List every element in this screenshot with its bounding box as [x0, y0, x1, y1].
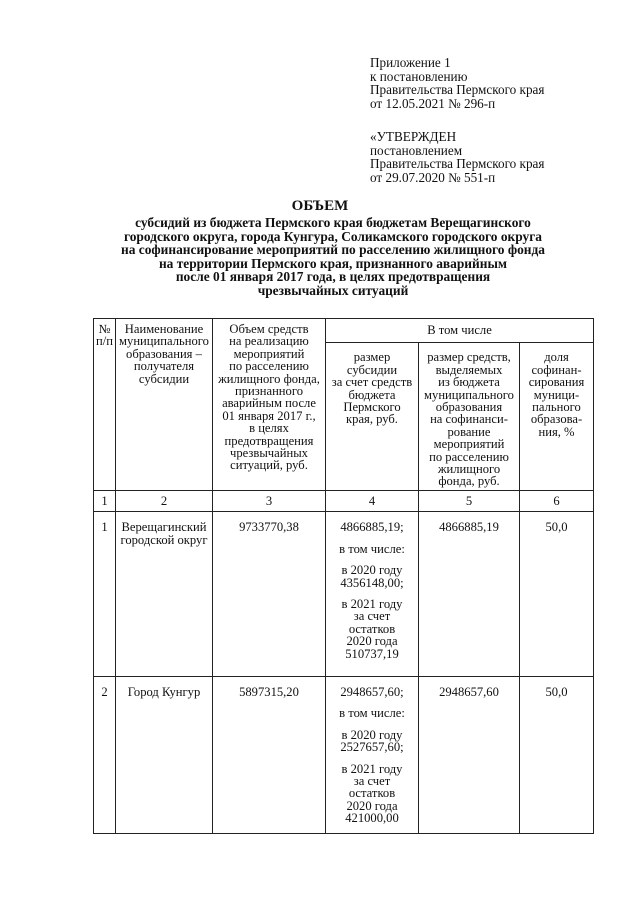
approved-line: «УТВЕРЖДЕН: [370, 129, 457, 144]
text-line: городской округ: [120, 532, 208, 547]
text-line: 2948657,60;: [340, 684, 404, 699]
text-line: по расселению: [429, 449, 509, 464]
text-line: рование: [447, 424, 491, 439]
subsidy-table: [93, 318, 594, 834]
text-line: 4356148,00;: [340, 575, 404, 590]
text-line: софинан-: [531, 362, 582, 377]
row-subsidy: [326, 676, 419, 833]
text-line: Наименование: [124, 322, 204, 336]
text-line: муниципального: [119, 334, 209, 349]
text-line: пального: [532, 400, 581, 415]
subsidy-part: [327, 521, 417, 533]
subsidy-part: [327, 598, 417, 660]
text-line: жилищного фонда,: [218, 371, 320, 386]
row-municipality: [116, 676, 213, 833]
text-line: выделяемых: [435, 362, 503, 377]
text-line: доля: [544, 350, 569, 365]
text-line: 2020 года: [346, 634, 398, 649]
column-number: 5: [419, 490, 520, 511]
row-num: 1: [94, 512, 116, 677]
appendix-line: от 12.05.2021 № 296-п: [370, 95, 496, 111]
text-line: в 2020 году: [341, 563, 403, 578]
subtitle-line: после 01 января 2017 года, в целях предотвращения: [175, 269, 491, 285]
column-number-row: [94, 490, 594, 511]
text-line: на реализацию: [229, 334, 309, 349]
header-total: [213, 319, 326, 491]
text-line: аварийным после: [222, 396, 316, 411]
text-line: жилищного: [437, 462, 501, 477]
text-line: в целях: [249, 421, 289, 436]
text-line: №: [98, 322, 111, 336]
row-subsidy: [326, 512, 419, 677]
text-line: размер: [353, 350, 391, 365]
subsidy-part: [327, 564, 417, 589]
text-line: ния, %: [538, 424, 575, 439]
text-line: сирования: [528, 375, 585, 390]
document-subtitle: [0, 216, 640, 298]
column-number: 3: [213, 490, 326, 511]
text-line: субсидии: [138, 371, 190, 386]
text-line: 4866885,19;: [340, 520, 404, 535]
text-line: 2527657,60;: [340, 740, 404, 755]
row-total: 5897315,20: [213, 676, 326, 833]
text-line: субсидии: [346, 362, 398, 377]
text-line: из бюджета: [438, 375, 500, 390]
text-line: п/п: [96, 334, 113, 349]
text-line: за счет: [353, 773, 391, 788]
approved-line: от 29.07.2020 № 551-п: [370, 169, 496, 185]
subtitle-line: на софинансирование мероприятий по расселению жилищного фонда: [121, 242, 545, 258]
text-line: 510737,19: [345, 646, 399, 661]
subsidy-part: [327, 729, 417, 754]
text-line: муници-: [533, 387, 580, 402]
text-line: ситуаций, руб.: [230, 458, 308, 473]
text-line: размер средств,: [427, 350, 511, 365]
column-number: 1: [94, 490, 116, 511]
header-municipal-funds: [419, 343, 520, 490]
column-number: 6: [520, 490, 594, 511]
row-share: 50,0: [520, 676, 594, 833]
text-line: бюджета: [348, 387, 396, 402]
subsidy-part: [327, 543, 417, 555]
appendix-line: Правительства Пермского края: [370, 82, 545, 98]
subtitle-line: городского округа, города Кунгура, Соликамского городского округа: [123, 228, 542, 244]
header-municipality: [116, 319, 213, 491]
text-line: 2020 года: [346, 798, 398, 813]
text-line: в том числе:: [339, 706, 405, 721]
subtitle-line: чрезвычайных ситуаций: [257, 282, 409, 298]
text-line: предотвращения: [224, 433, 314, 448]
text-line: муниципального: [424, 387, 514, 402]
text-line: остатков: [348, 621, 396, 636]
subsidy-part: [327, 686, 417, 698]
text-line: образования –: [126, 346, 202, 361]
text-line: в 2020 году: [341, 727, 403, 742]
text-line: за счет средств: [331, 375, 413, 390]
header-group: В том числе: [326, 319, 594, 343]
text-line: по расселению: [229, 359, 309, 374]
subtitle-line: на территории Пермского края, признанного аварийным: [158, 255, 508, 271]
approved-line: постановлением: [370, 142, 463, 158]
appendix-line: Приложение 1: [370, 55, 451, 70]
row-municipality: [116, 512, 213, 677]
text-line: получателя: [133, 359, 195, 374]
header-share: [520, 343, 594, 490]
subtitle-line: субсидий из бюджета Пермского края бюджетам Верещагинского: [135, 215, 531, 230]
table-row: [94, 676, 594, 833]
column-number: 4: [326, 490, 419, 511]
header-subsidy: [326, 343, 419, 490]
text-line: края, руб.: [346, 412, 398, 427]
text-line: Город Кунгур: [127, 684, 201, 699]
header-row: [94, 319, 594, 343]
subsidy-part: [327, 707, 417, 719]
text-line: в том числе:: [339, 541, 405, 556]
text-line: 01 января 2017 г.,: [222, 408, 316, 423]
table-row: [94, 512, 594, 677]
approved-note: [370, 130, 544, 184]
appendix-line: к постановлению: [370, 68, 468, 84]
approved-line: Правительства Пермского края: [370, 156, 545, 172]
appendix-note: [370, 56, 544, 110]
row-num: 2: [94, 676, 116, 833]
text-line: в 2021 году: [341, 761, 403, 776]
row-share: 50,0: [520, 512, 594, 677]
text-line: остатков: [348, 786, 396, 801]
row-municipal-funds: 2948657,60: [419, 676, 520, 833]
text-line: фонда, руб.: [438, 474, 500, 489]
text-line: мероприятий: [233, 346, 305, 361]
text-line: 421000,00: [345, 811, 399, 826]
row-total: 9733770,38: [213, 512, 326, 677]
text-line: в 2021 году: [341, 596, 403, 611]
text-line: мероприятий: [433, 437, 505, 452]
text-line: Верещагинский: [121, 520, 207, 535]
text-line: Пермского: [343, 400, 401, 415]
column-number: 2: [116, 490, 213, 511]
text-line: признанного: [234, 384, 303, 399]
text-line: Объем средств: [229, 322, 309, 336]
row-municipal-funds: 4866885,19: [419, 512, 520, 677]
subsidy-part: [327, 763, 417, 825]
header-num: [94, 319, 116, 491]
text-line: образования: [435, 400, 503, 415]
text-line: образова-: [530, 412, 583, 427]
text-line: на софинанси-: [430, 412, 508, 427]
text-line: чрезвычайных: [230, 446, 308, 461]
text-line: за счет: [353, 609, 391, 624]
document-title: ОБЪЕМ: [291, 198, 349, 214]
